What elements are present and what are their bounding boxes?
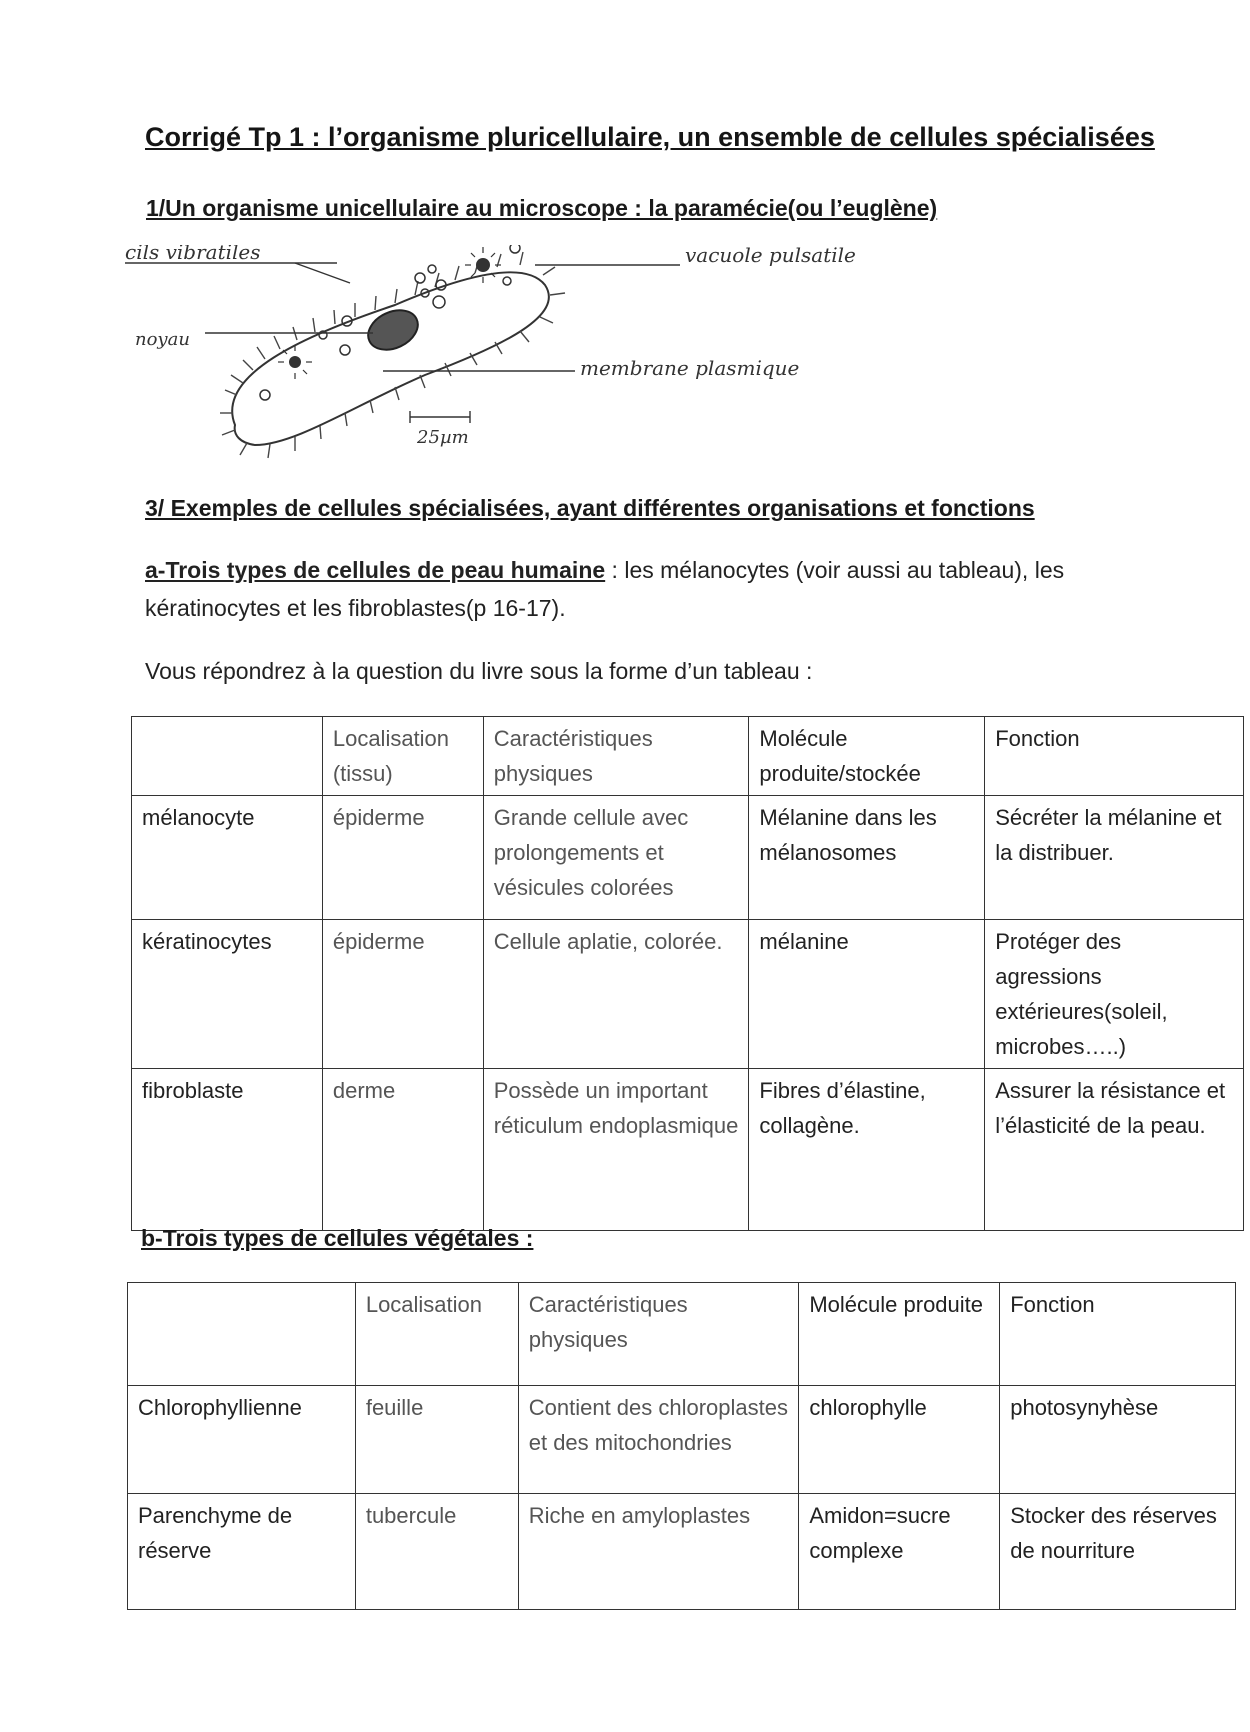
table-cell: Mélanine dans les mélanosomes <box>749 796 985 920</box>
header-cell: Fonction <box>985 717 1244 796</box>
table-cell: mélanocyte <box>132 796 323 920</box>
header-cell <box>132 717 323 796</box>
document-title: Corrigé Tp 1 : l’organisme pluricellulaire, un ensemble de cellules spécialisées <box>145 122 1155 152</box>
table-cell: tubercule <box>355 1494 518 1610</box>
table-cell: mélanine <box>749 920 985 1069</box>
table-cell: feuille <box>355 1386 518 1494</box>
label-scale: 25µm <box>417 427 469 448</box>
question-text: Vous répondrez à la question du livre sous la forme d’un tableau : <box>145 658 813 684</box>
table-cell: épiderme <box>322 920 483 1069</box>
section3-heading: 3/ Exemples de cellules spécialisées, ayant différentes organisations et fonctions <box>145 495 1035 521</box>
table-cell: Fibres d’élastine, collagène. <box>749 1069 985 1231</box>
section3a-text: : les mélanocytes (voir aussi au tableau), les kératinocytes et les fibroblastes(p 16-17). <box>145 557 1065 621</box>
header-cell: Caractéristiques physiques <box>518 1283 799 1386</box>
table-row <box>132 920 1244 1069</box>
header-cell: Caractéristiques physiques <box>483 717 749 796</box>
cell-outline <box>232 272 549 445</box>
table-row <box>128 1386 1236 1494</box>
label-vacuole-pulsatile: vacuole pulsatile <box>685 245 856 267</box>
contractile-vacuole-left <box>278 345 312 379</box>
table-cell: Amidon=sucre complexe <box>799 1494 1000 1610</box>
table-cell: Riche en amyloplastes <box>518 1494 799 1610</box>
table-cell: épiderme <box>322 796 483 920</box>
table-cell: Parenchyme de réserve <box>128 1494 356 1610</box>
table-cell: fibroblaste <box>132 1069 323 1231</box>
section3b-heading: b-Trois types de cellules végétales : <box>141 1225 534 1251</box>
paramecium-diagram <box>125 245 965 485</box>
header-cell: Molécule produite <box>799 1283 1000 1386</box>
header-cell <box>128 1283 356 1386</box>
table-cell: chlorophylle <box>799 1386 1000 1494</box>
table-header-row <box>132 717 1244 796</box>
label-cils-vibratiles: cils vibratiles <box>125 245 261 264</box>
table-row <box>132 796 1244 920</box>
table-cell: kératinocytes <box>132 920 323 1069</box>
table-cell: Chlorophyllienne <box>128 1386 356 1494</box>
table-cell: Cellule aplatie, colorée. <box>483 920 749 1069</box>
table-row <box>128 1494 1236 1610</box>
table-cell: Assurer la résistance et l’élasticité de la peau. <box>985 1069 1244 1231</box>
header-cell: Localisation (tissu) <box>322 717 483 796</box>
table-cell: Grande cellule avec prolongements et vésicules colorées <box>483 796 749 920</box>
table-cell: Sécréter la mélanine et la distribuer. <box>985 796 1244 920</box>
cilia <box>220 252 565 458</box>
section1-heading: 1/Un organisme unicellulaire au microscope : la paramécie(ou l’euglène) <box>146 195 938 221</box>
table-cell: derme <box>322 1069 483 1231</box>
table-row <box>132 1069 1244 1231</box>
table-cell: Contient des chloroplastes et des mitochondries <box>518 1386 799 1494</box>
header-cell: Molécule produite/stockée <box>749 717 985 796</box>
table-cell: Protéger des agressions extérieures(soleil, microbes…..) <box>985 920 1244 1069</box>
table-cell: Stocker des réserves de nourriture <box>1000 1494 1236 1610</box>
table-skin-cells <box>131 716 1244 1231</box>
nucleus <box>362 303 424 358</box>
table-cell: photosynyhèse <box>1000 1386 1236 1494</box>
label-noyau: noyau <box>135 329 190 350</box>
header-cell: Localisation <box>355 1283 518 1386</box>
table-cell: Possède un important réticulum endoplasmique <box>483 1069 749 1231</box>
table-header-row <box>128 1283 1236 1386</box>
label-membrane-plasmique: membrane plasmique <box>580 356 800 380</box>
section3a-paragraph <box>145 551 1195 627</box>
table-plant-cells <box>127 1282 1236 1610</box>
header-cell: Fonction <box>1000 1283 1236 1386</box>
section3a-label: a-Trois types de cellules de peau humaine <box>145 557 606 583</box>
